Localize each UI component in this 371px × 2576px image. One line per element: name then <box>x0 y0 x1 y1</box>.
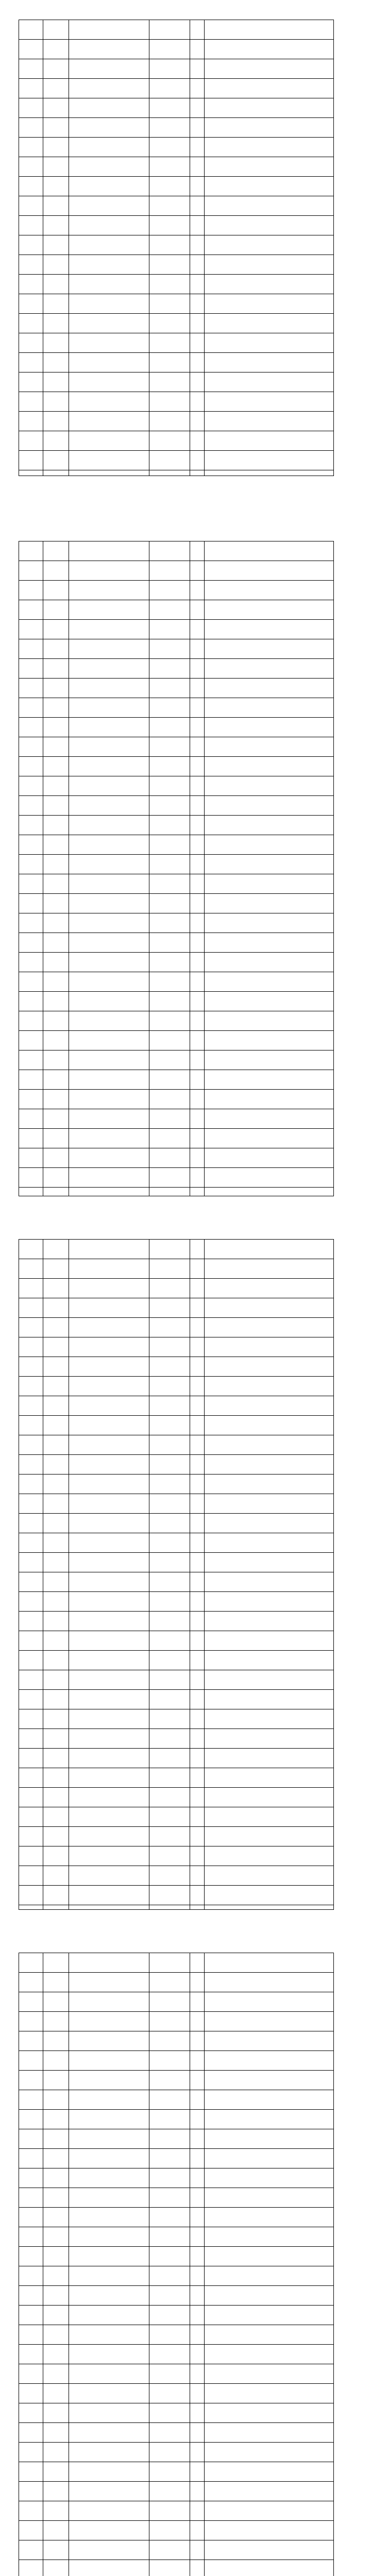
table-section-2 <box>19 541 334 1196</box>
table-section-4 <box>19 1953 334 2576</box>
table-section-1 <box>19 20 334 476</box>
table-section-3 <box>19 1239 334 1910</box>
